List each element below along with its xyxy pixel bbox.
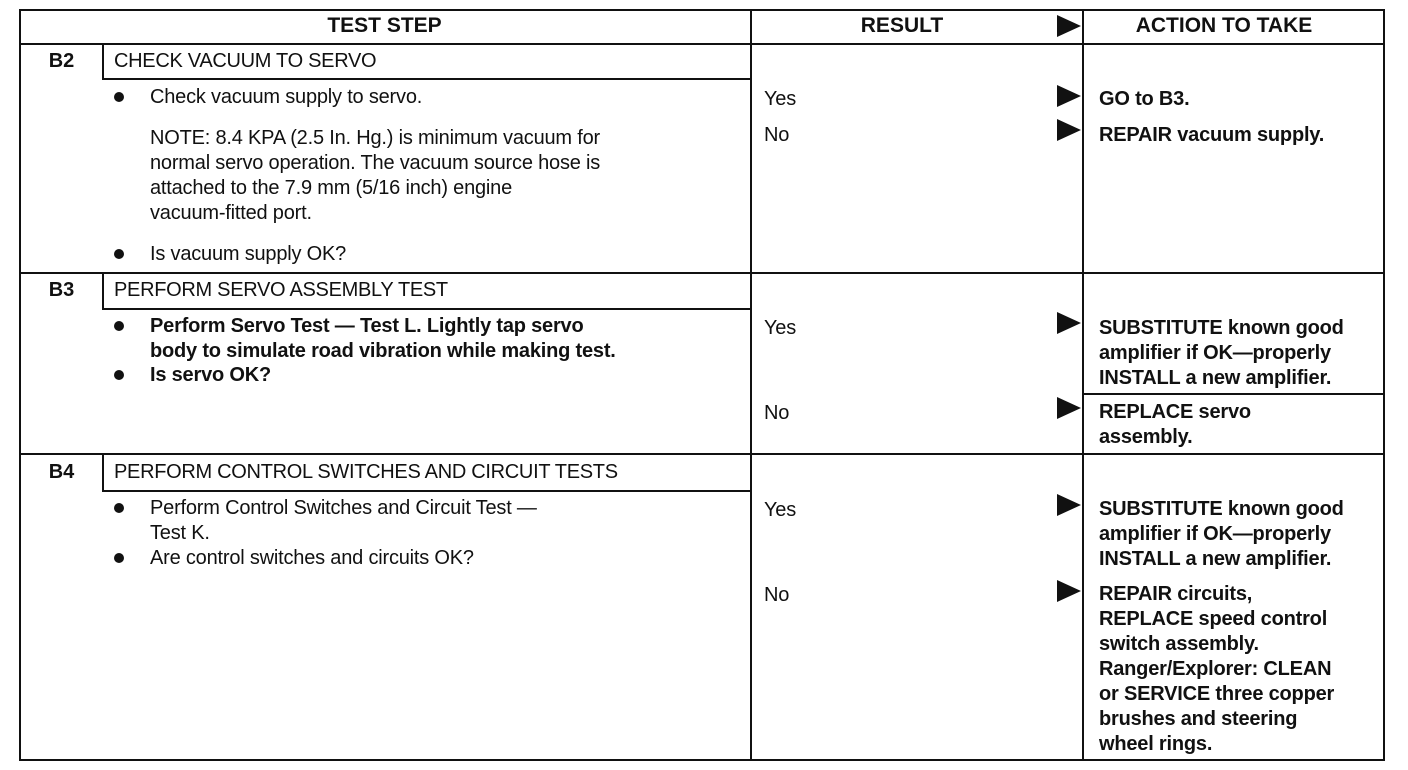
b4-bullet2: Are control switches and circuits OK? (150, 547, 474, 569)
b4-no-arrow-icon (1057, 580, 1081, 602)
b3-no-arrow-icon (1057, 397, 1081, 419)
b3-bullet1-line1: Perform Servo Test — Test L. Lightly tap servo (150, 315, 584, 337)
b2-note-line3: attached to the 7.9 mm (5/16 inch) engine (150, 177, 513, 199)
b4-action-no-line7: wheel rings. (1099, 733, 1213, 755)
b4-action-no-line6: brushes and steering (1099, 708, 1298, 730)
b2-title-underline (102, 78, 752, 80)
bullet-icon (114, 321, 124, 331)
b2-bullet2: Is vacuum supply OK? (150, 243, 347, 265)
b3-bullet2: Is servo OK? (150, 364, 271, 386)
b2-bullet1: Check vacuum supply to servo. (150, 86, 423, 108)
b2-note-line4: vacuum-fitted port. (150, 202, 312, 224)
row-divider-b3-b4 (19, 453, 1385, 455)
b2-note-line1: NOTE: 8.4 KPA (2.5 In. Hg.) is minimum vacuum for (150, 127, 600, 149)
b2-no-arrow-icon (1057, 119, 1081, 141)
b4-action-yes-line1: SUBSTITUTE known good (1099, 498, 1344, 520)
bullet-icon (114, 503, 124, 513)
b4-bullet1-line1: Perform Control Switches and Circuit Test — (150, 497, 537, 519)
b3-action-yes-line1: SUBSTITUTE known good (1099, 317, 1344, 339)
step-id-b3: B3 (48, 279, 75, 301)
step-title-b4: PERFORM CONTROL SWITCHES AND CIRCUIT TESTS (114, 461, 618, 483)
b2-action-yes: GO to B3. (1099, 88, 1190, 110)
step-title-b3: PERFORM SERVO ASSEMBLY TEST (114, 279, 448, 301)
b3-yes-no-divider (1082, 393, 1385, 395)
b4-action-no-line2: REPLACE speed control (1099, 608, 1328, 630)
b2-result-yes: Yes (764, 88, 797, 110)
header-result: RESULT (860, 14, 944, 37)
b4-result-no: No (764, 584, 790, 606)
b4-title-underline (102, 490, 752, 492)
id-divider-b2 (102, 45, 104, 79)
header-bottom-line (19, 43, 1385, 45)
bullet-icon (114, 553, 124, 563)
b4-bullet1-line2: Test K. (150, 522, 210, 544)
bullet-icon (114, 370, 124, 380)
column-divider-step-result (750, 9, 752, 761)
b3-action-yes-line2: amplifier if OK—properly (1099, 342, 1331, 364)
step-title-b2: CHECK VACUUM TO SERVO (114, 50, 377, 72)
b4-result-yes: Yes (764, 499, 797, 521)
b2-note-line2: normal servo operation. The vacuum source hose is (150, 152, 601, 174)
b4-action-no-line3: switch assembly. (1099, 633, 1259, 655)
bullet-icon (114, 249, 124, 259)
b3-title-underline (102, 308, 752, 310)
header-action: ACTION TO TAKE (1135, 14, 1313, 37)
b2-result-no: No (764, 124, 790, 146)
id-divider-b3 (102, 273, 104, 309)
b4-action-no-line1: REPAIR circuits, (1099, 583, 1253, 605)
column-divider-result-action (1082, 9, 1084, 761)
b3-result-yes: Yes (764, 317, 797, 339)
b3-action-no-line2: assembly. (1099, 426, 1193, 448)
b3-bullet1-line2: body to simulate road vibration while making test. (150, 340, 616, 362)
row-divider-b2-b3 (19, 272, 1385, 274)
step-id-b4: B4 (48, 461, 75, 483)
header-arrow-icon (1057, 15, 1081, 37)
header-test-step: TEST STEP (327, 14, 442, 37)
bullet-icon (114, 92, 124, 102)
b3-yes-arrow-icon (1057, 312, 1081, 334)
b2-action-no: REPAIR vacuum supply. (1099, 124, 1325, 146)
b2-yes-arrow-icon (1057, 85, 1081, 107)
b4-action-yes-line3: INSTALL a new amplifier. (1099, 548, 1332, 570)
b3-action-yes-line3: INSTALL a new amplifier. (1099, 367, 1332, 389)
b4-action-no-line4: Ranger/Explorer: CLEAN (1099, 658, 1332, 680)
b4-action-no-line5: or SERVICE three copper (1099, 683, 1335, 705)
id-divider-b4 (102, 455, 104, 491)
b4-action-yes-line2: amplifier if OK—properly (1099, 523, 1331, 545)
step-id-b2: B2 (48, 50, 75, 72)
b4-yes-arrow-icon (1057, 494, 1081, 516)
b3-action-no-line1: REPLACE servo (1099, 401, 1251, 423)
b3-result-no: No (764, 402, 790, 424)
